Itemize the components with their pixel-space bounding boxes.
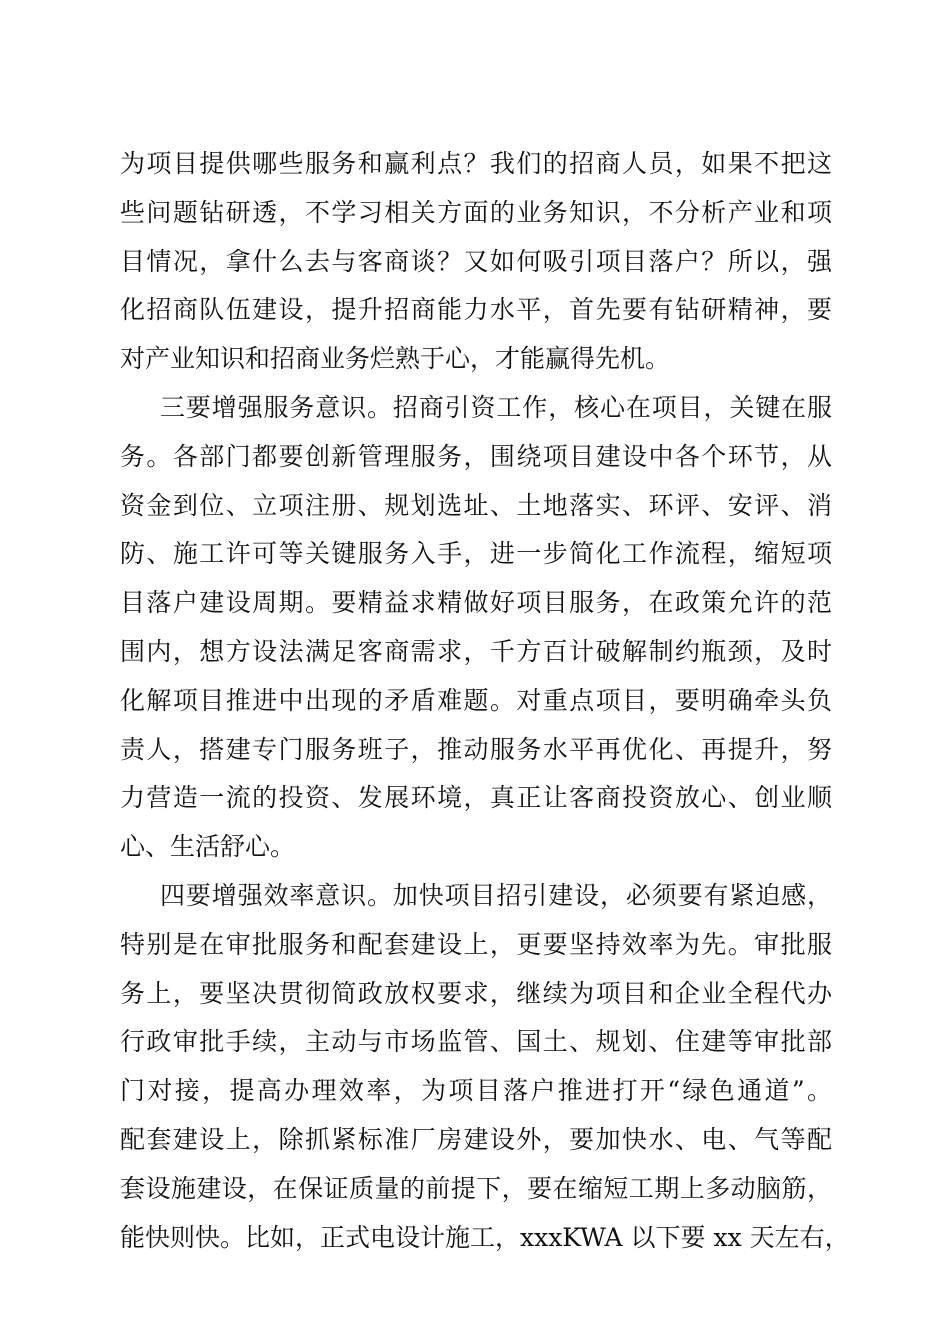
text-line: 对产业知识和招商业务烂熟于心，才能赢得先机。	[120, 344, 671, 374]
text-line: 目落户建设周期。要精益求精做好项目服务，在政策允许的范	[120, 588, 832, 618]
text-line: 套设施建设，在保证质量的前提下，要在缩短工期上多动脑筋，	[120, 1173, 832, 1203]
text-line: 资金到位、立项注册、规划选址、土地落实、环评、安评、消	[120, 490, 832, 520]
text-line: 能快则快。比如，正式电设计施工，xxxKWA 以下要 xx 天左右，	[120, 1222, 850, 1252]
text-line: 务上，要坚决贯彻简政放权要求，继续为项目和企业全程代办	[120, 978, 832, 1008]
text-line: 化解项目推进中出现的矛盾难题。对重点项目，要明确牵头负	[120, 685, 832, 715]
text-line: 围内，想方设法满足客商需求，千方百计破解制约瓶颈，及时	[120, 636, 832, 666]
document-body	[120, 140, 850, 1262]
text-line: 化招商队伍建设，提升招商能力水平，首先要有钻研精神，要	[120, 295, 832, 325]
text-line: 行政审批手续，主动与市场监管、国土、规划、住建等审批部	[120, 1027, 832, 1057]
text-line: 门对接，提高办理效率，为项目落户推进打开“绿色通道”。	[120, 1076, 832, 1106]
text-line: 为项目提供哪些服务和赢利点？我们的招商人员，如果不把这	[120, 149, 832, 178]
paragraph-start-line: 三要增强服务意识。招商引资工作，核心在项目，关键在服	[160, 392, 832, 422]
text-line: 力营造一流的投资、发展环境，真正让客商投资放心、创业顺	[120, 783, 832, 813]
text-line: 配套建设上，除抓紧标准厂房建设外，要加快水、电、气等配	[120, 1124, 832, 1154]
text-line: 些问题钻研透，不学习相关方面的业务知识，不分析产业和项	[120, 197, 832, 227]
text-line: 特别是在审批服务和配套建设上，更要坚持效率为先。审批服	[120, 929, 832, 959]
text-line: 目情况，拿什么去与客商谈？又如何吸引项目落户？所以，强	[120, 246, 832, 276]
text-line: 防、施工许可等关键服务入手，进一步简化工作流程，缩短项	[120, 539, 832, 569]
text-line: 务。各部门都要创新管理服务，围绕项目建设中各个环节，从	[120, 441, 832, 471]
paragraph-start-line: 四要增强效率意识。加快项目招引建设，必须要有紧迫感，	[160, 880, 832, 910]
text-line: 心、生活舒心。	[120, 832, 296, 862]
text-line: 责人，搭建专门服务班子，推动服务水平再优化、再提升，努	[120, 734, 832, 764]
